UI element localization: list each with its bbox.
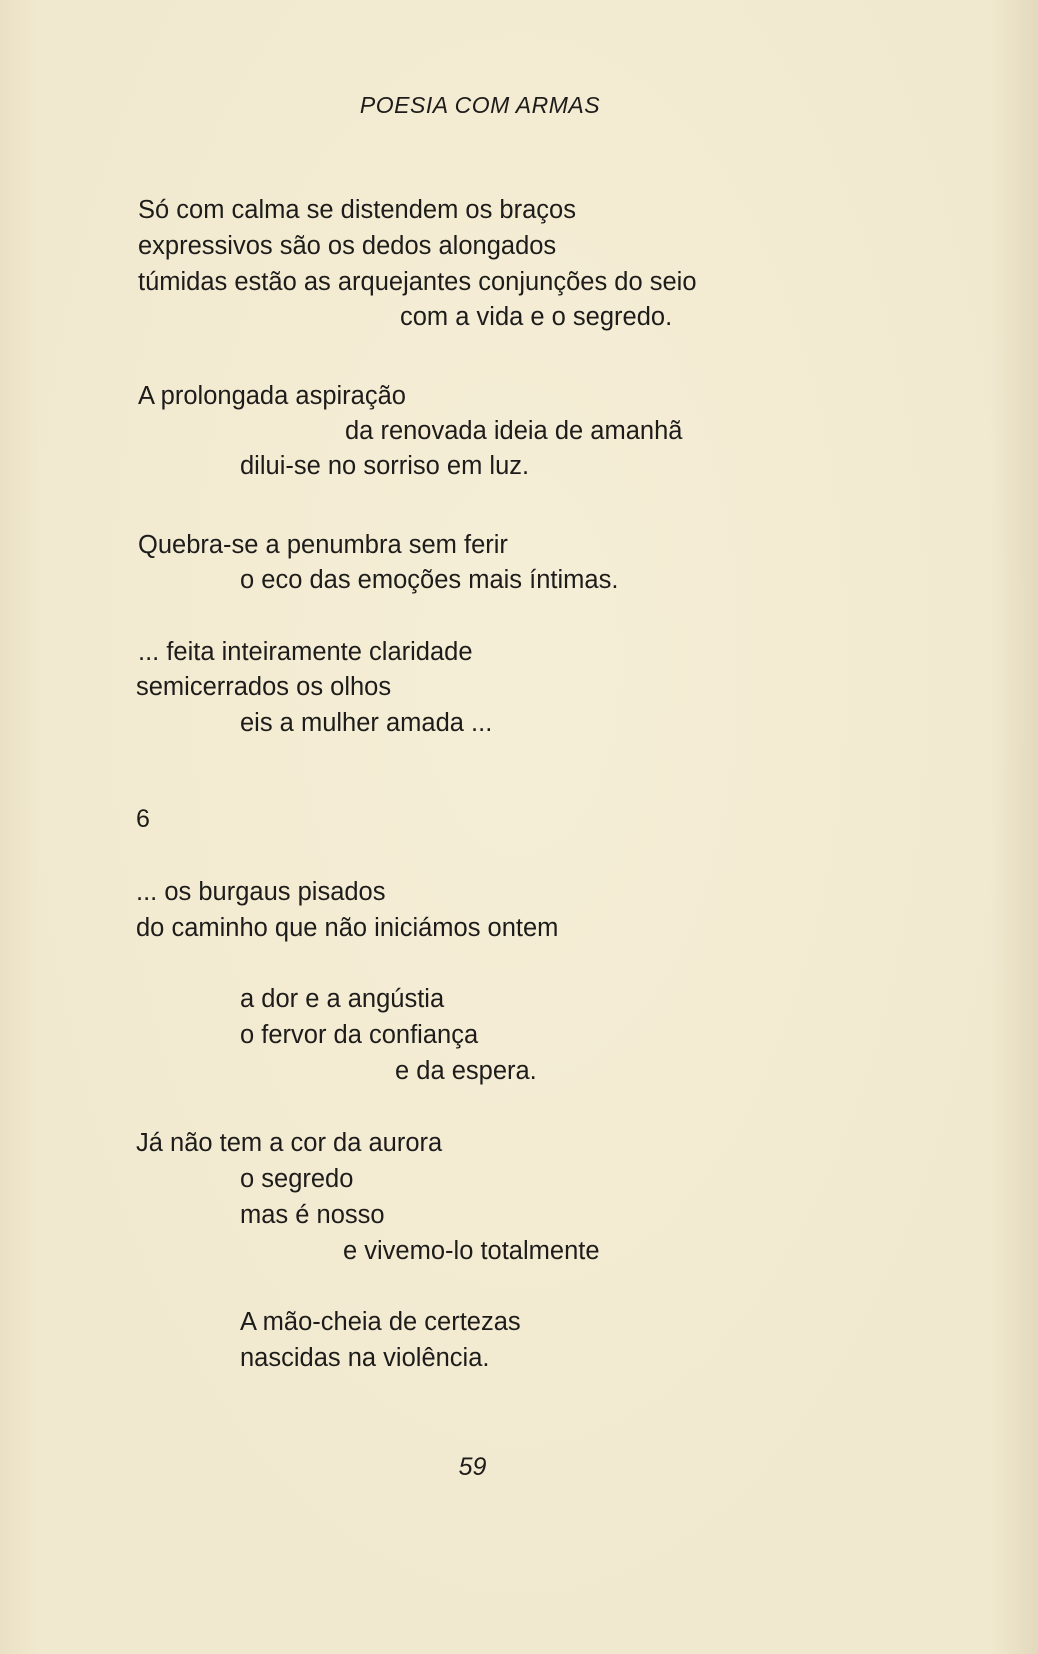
poem-line: a dor e a angústia	[240, 985, 445, 1013]
poem-line: o segredo	[240, 1165, 354, 1193]
poem-line: ... feita inteiramente claridade	[138, 638, 473, 666]
poem-line: mas é nosso	[240, 1201, 385, 1229]
poem-line: da renovada ideia de amanhã	[345, 417, 683, 445]
poem-line: Quebra-se a penumbra sem ferir	[138, 531, 508, 559]
poem-line: ... os burgaus pisados	[136, 878, 386, 906]
poem-line: do caminho que não iniciámos ontem	[136, 914, 559, 942]
poem-line: o eco das emoções mais íntimas.	[240, 566, 619, 594]
poem-line: semicerrados os olhos	[136, 673, 392, 701]
poem-line: expressivos são os dedos alongados	[138, 232, 557, 260]
poem-line: nascidas na violência.	[240, 1344, 490, 1372]
poem-line: o fervor da confiança	[240, 1021, 479, 1049]
poem-line: eis a mulher amada ...	[240, 709, 493, 737]
page-number: 59	[458, 1453, 487, 1481]
poem-line: dilui-se no sorriso em luz.	[240, 452, 530, 480]
poem-line: Já não tem a cor da aurora	[136, 1129, 443, 1157]
running-header: POESIA COM ARMAS	[359, 92, 601, 118]
poem-line: túmidas estão as arquejantes conjunções do seio	[138, 268, 697, 296]
poem-line: A mão-cheia de certezas	[240, 1308, 521, 1336]
poem-line: A prolongada aspiração	[138, 382, 406, 410]
poem-line: e da espera.	[395, 1057, 537, 1085]
poem-line: Só com calma se distendem os braços	[138, 196, 576, 224]
poem-line: com a vida e o segredo.	[400, 303, 673, 331]
poem-line: e vivemo-lo totalmente	[343, 1237, 600, 1265]
section-number: 6	[136, 805, 150, 833]
